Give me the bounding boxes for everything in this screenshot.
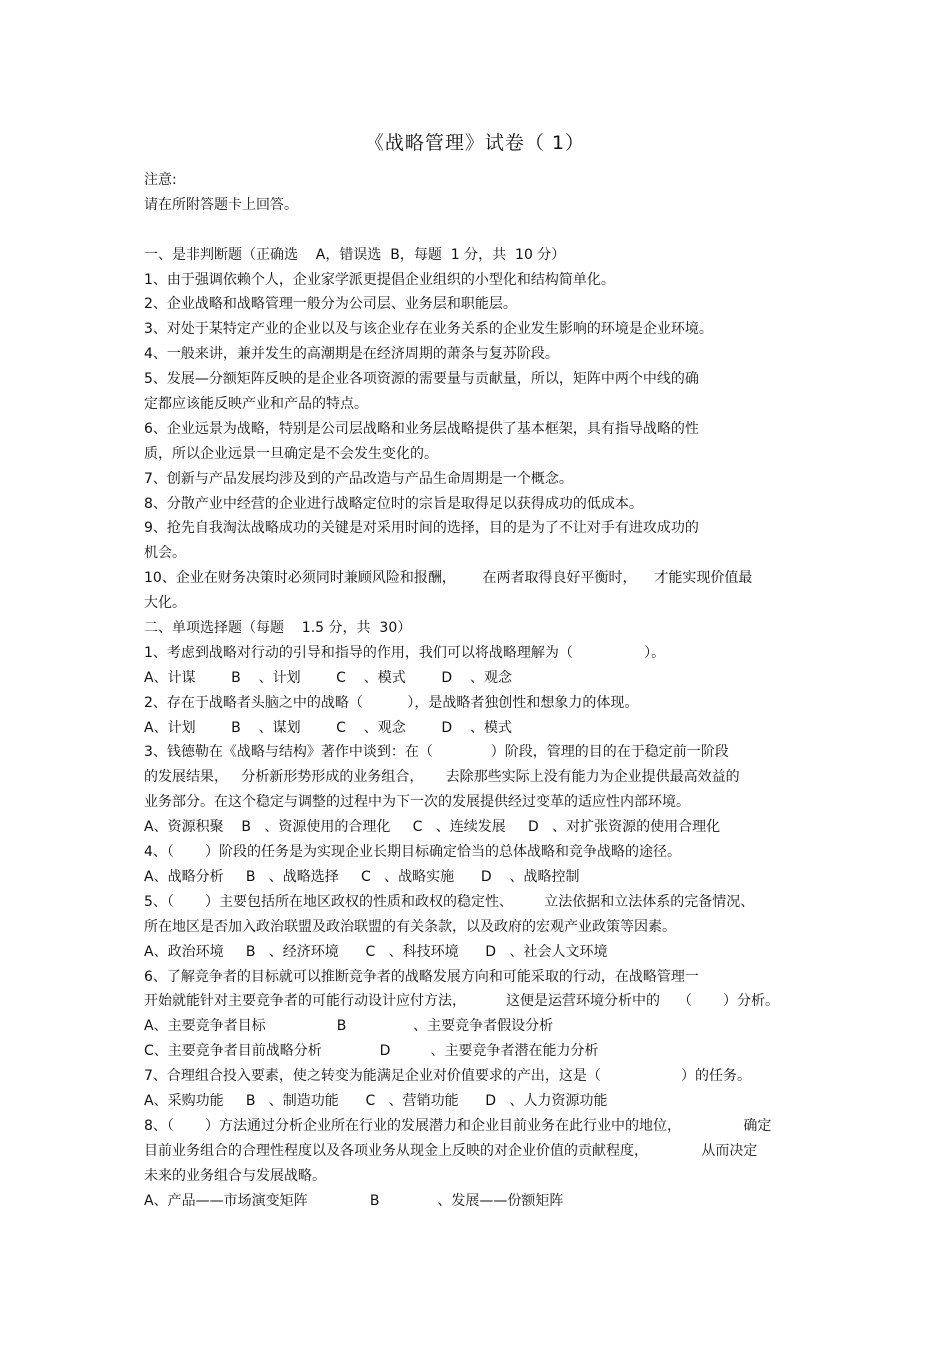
text-line: C、主要竞争者目前战略分析 D 、主要竞争者潜在能力分析 [144,1043,599,1060]
text-line: 注意: [144,172,177,188]
page-title: 《战略管理》试卷（ 1） [364,132,586,154]
text-line: 质，所以企业远景一旦确定是不会发生变化的。 [144,445,438,462]
text-line: 一、是非判断题（正确选 A，错误选 B，每题 1 分，共 10 分） [144,246,566,263]
text-line: 所在地区是否加入政治联盟及政治联盟的有关条款，以及政府的宏观产业政策等因素。 [144,918,676,935]
text-line: A、资源积聚 B 、资源使用的合理化 C 、连续发展 D 、对扩张资源的使用合理化 [144,819,721,836]
text-line: 1、考虑到战略对行动的引导和指导的作用，我们可以将战略理解为（ ）。 [144,644,666,661]
text-line: 2、企业战略和战略管理一般分为公司层、业务层和职能层。 [144,296,517,313]
text-line: 3、对处于某特定产业的企业以及与该企业存在业务关系的企业发生影响的环境是企业环境。 [144,321,713,338]
text-line: 请在所附答题卡上回答。 [144,196,298,213]
text-line: A、战略分析 B 、战略选择 C 、战略实施 D 、战略控制 [144,868,580,885]
text-line: 4、（ ）阶段的任务是为实现企业长期目标确定恰当的总体战略和竞争战略的途径。 [144,844,682,861]
text-line: 4、一般来讲，兼并发生的高潮期是在经济周期的萧条与复苏阶段。 [144,346,559,363]
exam-content [144,168,809,1213]
text-line: 8、分散产业中经营的企业进行战略定位时的宗旨是取得足以获得成功的低成本。 [144,495,643,512]
text-line: 10、企业在财务决策时必须同时兼顾风险和报酬， 在两者取得良好平衡时， 才能实现价值最 [144,570,753,587]
text-line: 未来的业务组合与发展战略。 [144,1167,326,1184]
text-line: 2、存在于战略者头脑之中的战略（ ），是战略者独创性和想象力的体现。 [144,694,639,711]
text-line: 7、合理组合投入要素，使之转变为能满足企业对价值要求的产出，这是（ ）的任务。 [144,1068,752,1085]
text-line: A、产品——市场演变矩阵 B 、发展——份额矩阵 [144,1192,564,1209]
text-line: 定都应该能反映产业和产品的特点。 [144,396,368,413]
text-line: 业务部分。在这个稳定与调整的过程中为下一次的发展提供经过变革的适应性内部环境。 [144,794,690,811]
text-line: 的发展结果， 分析新形势形成的业务组合， 去除那些实际上没有能力为企业提供最高效益的 [144,769,740,786]
text-line: 6、企业远景为战略，特别是公司层战略和业务层战略提供了基本框架，具有指导战略的性 [144,420,699,437]
text-line: 开始就能针对主要竞争者的可能行动设计应付方法， 这便是运营环境分析中的 （ ）分析。 [144,993,780,1010]
text-line: 5、发展—分额矩阵反映的是企业各项资源的需要量与贡献量，所以，矩阵中两个中线的确 [144,371,699,388]
text-line: A、计划 B 、谋划 C 、观念 D 、模式 [144,719,512,736]
text-line: 目前业务组合的合理性程度以及各项业务从现金上反映的对企业价值的贡献程度， 从而决定 [144,1142,758,1159]
text-line: 7、创新与产品发展均涉及到的产品改造与产品生命周期是一个概念。 [144,470,573,487]
text-line [144,218,809,243]
text-line: A、计谋 B 、计划 C 、模式 D 、观念 [144,669,512,686]
text-line: 1、由于强调依赖个人，企业家学派更提倡企业组织的小型化和结构简单化。 [144,271,615,288]
text-line: 8、（ ）方法通过分析企业所在行业的发展潜力和企业目前业务在此行业中的地位， 确定 [144,1117,772,1134]
text-line: 5、（ ）主要包括所在地区政权的性质和政权的稳定性、 立法依据和立法体系的完备情况、 [144,893,755,910]
text-line: A、采购功能 B 、制造功能 C 、营销功能 D 、人力资源功能 [144,1092,608,1109]
text-line: 大化。 [144,595,186,612]
text-line: 二、单项选择题（每题 1.5 分，共 30） [144,620,412,637]
text-line: 9、抢先自我淘汰战略成功的关键是对采用时间的选择，目的是为了不让对手有进攻成功的 [144,520,699,537]
text-line: 机会。 [144,545,186,562]
text-line: A、政治环境 B 、经济环境 C 、科技环境 D 、社会人文环境 [144,943,608,960]
text-line: 3、钱德勒在《战略与结构》著作中谈到：在（ ）阶段，管理的目的在于稳定前一阶段 [144,744,729,761]
text-line: A、主要竞争者目标 B 、主要竞争者假设分析 [144,1018,554,1035]
text-line: 6、了解竞争者的目标就可以推断竞争者的战略发展方向和可能采取的行动，在战略管理一 [144,968,699,985]
